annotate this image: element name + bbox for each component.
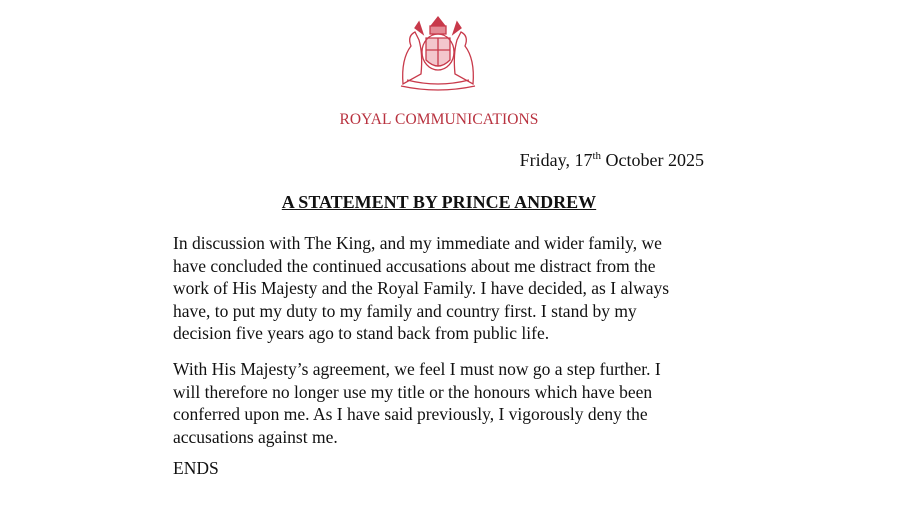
statement-date: Friday, 17th October 2025 <box>519 150 704 170</box>
ends-marker: ENDS <box>173 458 219 478</box>
royal-coat-of-arms-icon <box>393 14 483 94</box>
statement-title: A STATEMENT BY PRINCE ANDREW <box>281 192 597 212</box>
paragraph-2: With His Majesty’s agreement, we feel I must now go a step further. I will therefore no longer use my title or the honours which have been conferred upon me. As I have said previously, I vigorously deny the accusations against me. <box>173 359 661 447</box>
organization-name: ROYAL COMMUNICATIONS <box>339 111 539 128</box>
paragraph-1: In discussion with The King, and my immediate and wider family, we have concluded the continued accusations about me distract from the work of His Majesty and the Royal Family. I have decided, as I always have, to put my duty to my family and country first. I stand by my decision five years ago to stand back from public life. <box>173 233 670 344</box>
